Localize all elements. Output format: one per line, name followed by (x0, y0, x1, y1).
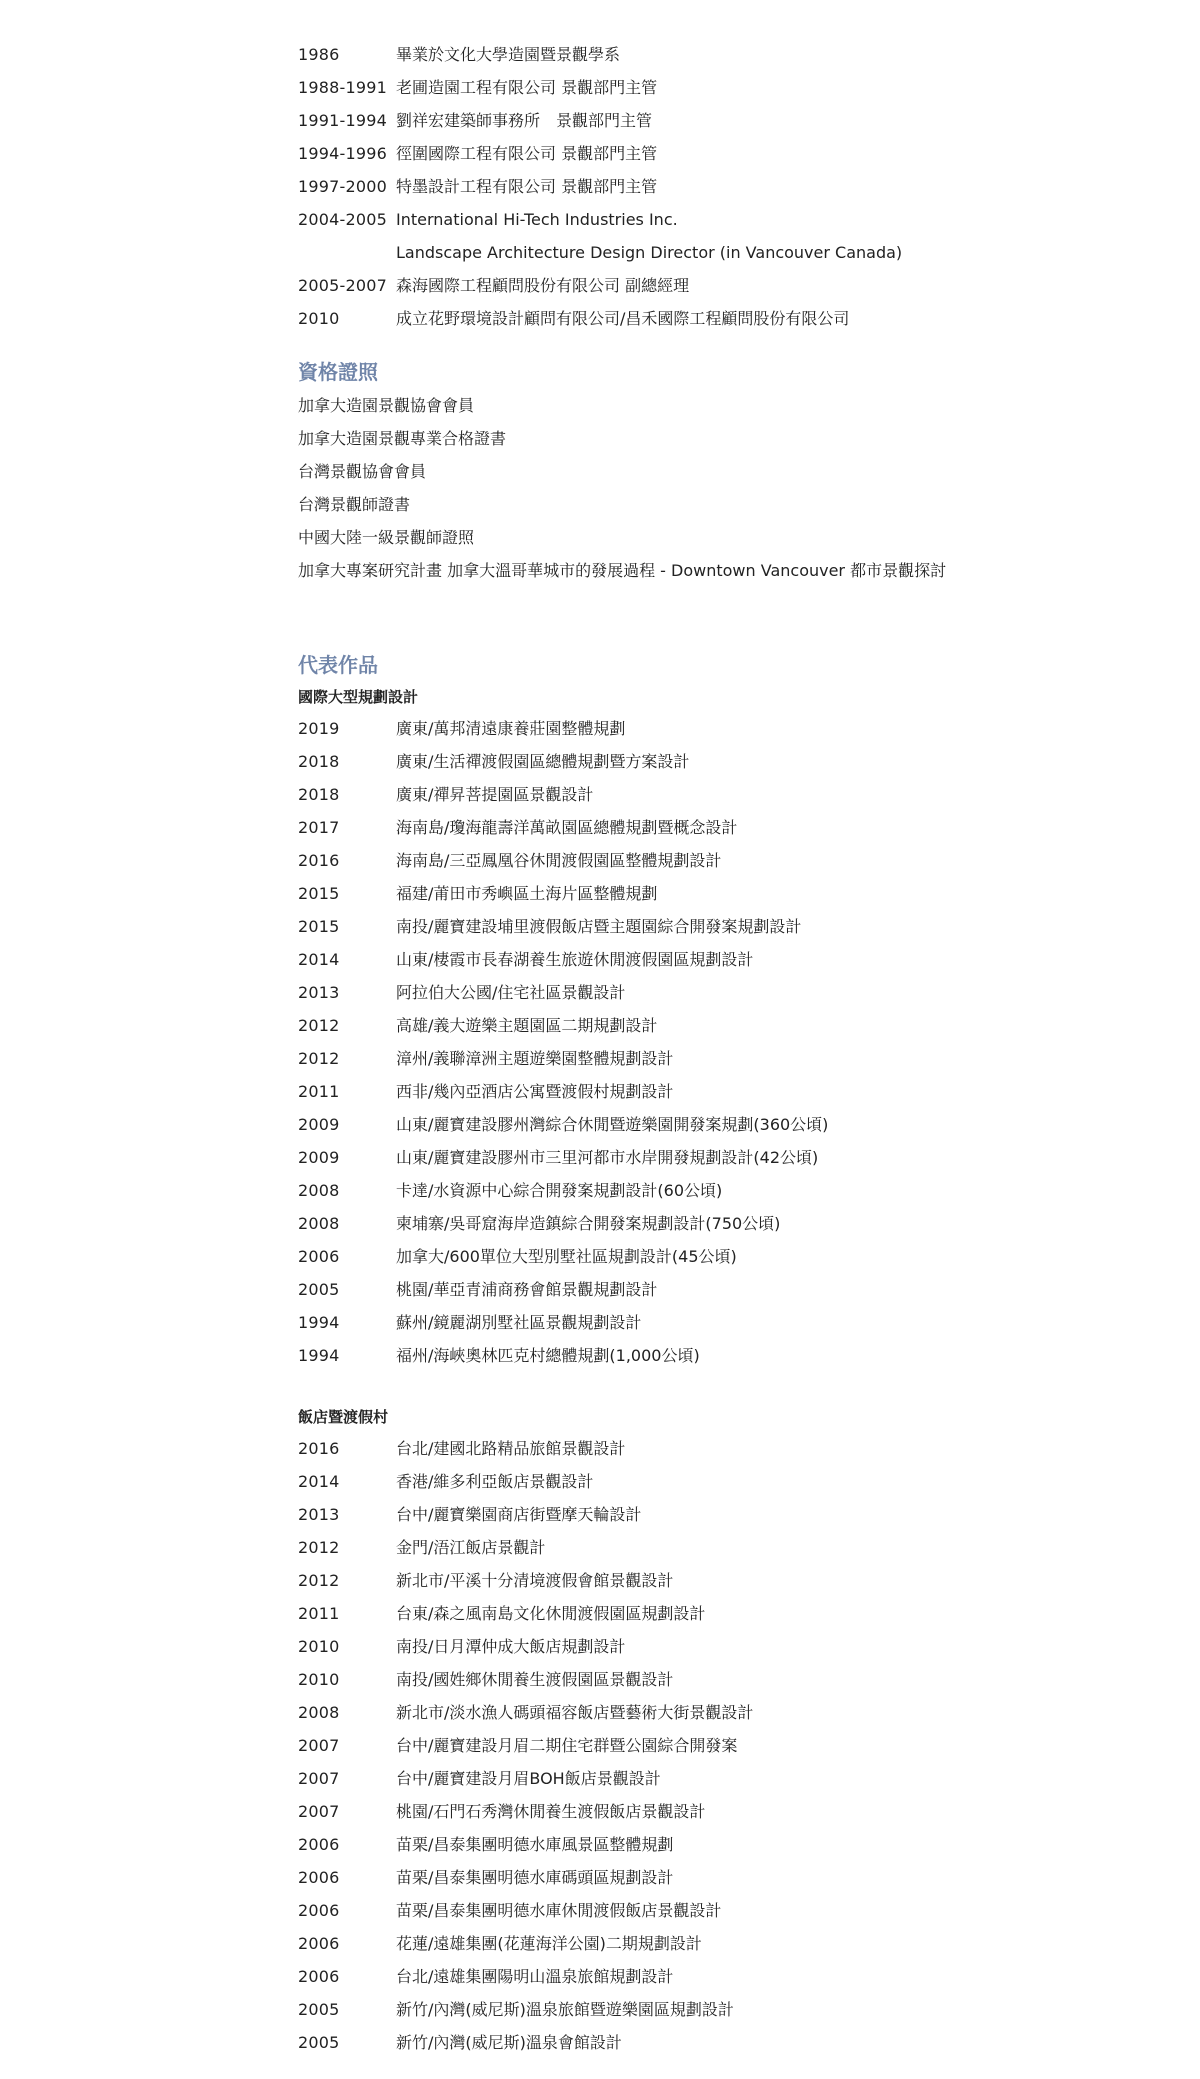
profile-content (298, 38, 1158, 2059)
year-label: 2016 (298, 851, 340, 870)
year-label: 2017 (298, 818, 340, 837)
work-row (298, 1273, 1158, 1306)
international-works-list (298, 712, 1158, 1372)
year-label: 2010 (298, 309, 340, 328)
year-label: 2013 (298, 1505, 340, 1524)
work-row (298, 1306, 1158, 1339)
year-label: 2012 (298, 1016, 340, 1035)
experience-list (298, 38, 1158, 335)
entry-text: 特墨設計工程有限公司 景觀部門主管 (396, 177, 658, 196)
year-label: 2005-2007 (298, 276, 388, 295)
year-label: 1994 (298, 1346, 340, 1365)
work-row (298, 1597, 1158, 1630)
experience-row (298, 302, 1158, 335)
certification-item: 加拿大專案研究計畫 加拿大溫哥華城市的發展過程 - Downtown Vancouver 都市景觀探討 (298, 561, 947, 580)
work-row (298, 910, 1158, 943)
entry-text: 山東/棲霞市長春湖養生旅遊休閒渡假園區規劃設計 (396, 950, 754, 969)
work-row (298, 2026, 1158, 2059)
work-row (298, 1894, 1158, 1927)
entry-text: 台中/麗寶建設月眉二期住宅群暨公園綜合開發案 (396, 1736, 738, 1755)
entry-text: 卡達/水資源中心綜合開發案規劃設計(60公頃) (396, 1181, 723, 1200)
work-row (298, 1564, 1158, 1597)
entry-text: 新竹/內灣(威尼斯)溫泉會館設計 (396, 2033, 622, 2052)
entry-text: 海南島/三亞鳳凰谷休閒渡假園區整體規劃設計 (396, 851, 722, 870)
year-label: 2019 (298, 719, 340, 738)
entry-text: International Hi-Tech Industries Inc. (396, 210, 678, 229)
entry-text: 桃園/石門石秀灣休閒養生渡假飯店景觀設計 (396, 1802, 706, 1821)
entry-text: 劉祥宏建築師事務所 景觀部門主管 (396, 111, 653, 130)
year-label: 1991-1994 (298, 111, 388, 130)
experience-row (298, 170, 1158, 203)
year-label: 2006 (298, 1835, 340, 1854)
year-label: 2012 (298, 1571, 340, 1590)
work-row (298, 1531, 1158, 1564)
certification-item: 加拿大造園景觀協會會員 (298, 396, 475, 415)
entry-text: 台東/森之風南島文化休閒渡假園區規劃設計 (396, 1604, 706, 1623)
year-label: 2018 (298, 785, 340, 804)
year-label: 2016 (298, 1439, 340, 1458)
work-row (298, 1432, 1158, 1465)
work-row (298, 1762, 1158, 1795)
year-label: 2007 (298, 1736, 340, 1755)
year-label: 2005 (298, 2000, 340, 2019)
entry-text: 苗栗/昌泰集團明德水庫休閒渡假飯店景觀設計 (396, 1901, 722, 1920)
year-label: 2007 (298, 1802, 340, 1821)
year-label: 1988-1991 (298, 78, 388, 97)
experience-row (298, 104, 1158, 137)
entry-text: 森海國際工程顧問股份有限公司 副總經理 (396, 276, 690, 295)
entry-text: 福州/海峽奧林匹克村總體規劃(1,000公頃) (396, 1346, 700, 1365)
experience-row (298, 203, 1158, 236)
entry-text: 阿拉伯大公國/住宅社區景觀設計 (396, 983, 626, 1002)
entry-text: 南投/國姓鄉休閒養生渡假園區景觀設計 (396, 1670, 674, 1689)
entry-text: Landscape Architecture Design Director (in Vancouver Canada) (396, 243, 903, 262)
hotel-works-list (298, 1432, 1158, 2059)
certification-item: 加拿大造園景觀專業合格證書 (298, 429, 507, 448)
international-works-title: 國際大型規劃設計 (298, 688, 419, 706)
entry-text: 南投/日月潭仲成大飯店規劃設計 (396, 1637, 626, 1656)
year-label: 2010 (298, 1637, 340, 1656)
work-row (298, 1075, 1158, 1108)
entry-text: 山東/麗寶建設膠州市三里河都市水岸開發規劃設計(42公頃) (396, 1148, 819, 1167)
entry-text: 老圃造園工程有限公司 景觀部門主管 (396, 78, 658, 97)
work-row (298, 1207, 1158, 1240)
work-row (298, 976, 1158, 1009)
year-label: 2004-2005 (298, 210, 388, 229)
year-label: 1997-2000 (298, 177, 388, 196)
certifications-title: 資格證照 (298, 360, 378, 384)
work-row (298, 778, 1158, 811)
year-label: 1994 (298, 1313, 340, 1332)
work-row (298, 1960, 1158, 1993)
entry-text: 香港/維多利亞飯店景觀設計 (396, 1472, 594, 1491)
work-row (298, 877, 1158, 910)
entry-text: 台北/建國北路精品旅館景觀設計 (396, 1439, 626, 1458)
work-row (298, 1339, 1158, 1372)
entry-text: 徑圍國際工程有限公司 景觀部門主管 (396, 144, 658, 163)
entry-text: 金門/浯江飯店景觀計 (396, 1538, 546, 1557)
entry-text: 高雄/義大遊樂主題園區二期規劃設計 (396, 1016, 658, 1035)
work-row (298, 943, 1158, 976)
entry-text: 苗栗/昌泰集團明德水庫風景區整體規劃 (396, 1835, 674, 1854)
experience-row (298, 236, 1158, 269)
entry-text: 漳州/義聯漳洲主題遊樂園整體規劃設計 (396, 1049, 674, 1068)
year-label: 2008 (298, 1703, 340, 1722)
entry-text: 新北市/平溪十分清境渡假會館景觀設計 (396, 1571, 674, 1590)
work-row (298, 1630, 1158, 1663)
year-label: 2014 (298, 950, 340, 969)
work-row (298, 1729, 1158, 1762)
work-row (298, 1042, 1158, 1075)
work-row (298, 1861, 1158, 1894)
entry-text: 新竹/內灣(威尼斯)溫泉旅館暨遊樂園區規劃設計 (396, 2000, 734, 2019)
year-label: 2015 (298, 917, 340, 936)
entry-text: 台北/遠雄集團陽明山溫泉旅館規劃設計 (396, 1967, 674, 1986)
year-label: 1986 (298, 45, 340, 64)
work-row (298, 1828, 1158, 1861)
year-label: 2011 (298, 1604, 340, 1623)
year-label: 2005 (298, 2033, 340, 2052)
work-row (298, 745, 1158, 778)
year-label: 2018 (298, 752, 340, 771)
work-row (298, 1009, 1158, 1042)
year-label: 2015 (298, 884, 340, 903)
entry-text: 西非/幾內亞酒店公寓暨渡假村規劃設計 (396, 1082, 674, 1101)
entry-text: 畢業於文化大學造園暨景觀學系 (396, 45, 621, 64)
year-label: 2006 (298, 1967, 340, 1986)
year-label: 2006 (298, 1868, 340, 1887)
certification-item: 台灣景觀協會會員 (298, 462, 427, 481)
year-label: 2007 (298, 1769, 340, 1788)
year-label: 2006 (298, 1247, 340, 1266)
entry-text: 山東/麗寶建設膠州灣綜合休閒暨遊樂園開發案規劃(360公頃) (396, 1115, 829, 1134)
experience-row (298, 137, 1158, 170)
year-label: 1994-1996 (298, 144, 388, 163)
year-label: 2008 (298, 1214, 340, 1233)
entry-text: 花蓮/遠雄集團(花蓮海洋公園)二期規劃設計 (396, 1934, 702, 1953)
year-label: 2006 (298, 1901, 340, 1920)
work-row (298, 1174, 1158, 1207)
entry-text: 新北市/淡水漁人碼頭福容飯店暨藝術大街景觀設計 (396, 1703, 754, 1722)
entry-text: 柬埔寨/吳哥窟海岸造鎮綜合開發案規劃設計(750公頃) (396, 1214, 781, 1233)
work-row (298, 1240, 1158, 1273)
entry-text: 海南島/瓊海龍壽洋萬畝園區總體規劃暨概念設計 (396, 818, 738, 837)
year-label: 2009 (298, 1115, 340, 1134)
certifications-list (298, 389, 1158, 587)
year-label: 2014 (298, 1472, 340, 1491)
entry-text: 成立花野環境設計顧問有限公司/昌禾國際工程顧問股份有限公司 (396, 309, 850, 328)
work-row (298, 811, 1158, 844)
experience-row (298, 71, 1158, 104)
certification-item: 台灣景觀師證書 (298, 495, 411, 514)
entry-text: 廣東/生活禪渡假園區總體規劃暨方案設計 (396, 752, 690, 771)
experience-row (298, 269, 1158, 302)
entry-text: 台中/麗寶樂園商店街暨摩天輪設計 (396, 1505, 642, 1524)
year-label: 2013 (298, 983, 340, 1002)
entry-text: 廣東/禪昇菩提園區景觀設計 (396, 785, 594, 804)
entry-text: 桃園/華亞青浦商務會館景觀規劃設計 (396, 1280, 658, 1299)
certification-item: 中國大陸一級景觀師證照 (298, 528, 475, 547)
year-label: 2008 (298, 1181, 340, 1200)
year-label: 2006 (298, 1934, 340, 1953)
work-row (298, 1927, 1158, 1960)
entry-text: 苗栗/昌泰集團明德水庫碼頭區規劃設計 (396, 1868, 674, 1887)
work-row (298, 712, 1158, 745)
hotel-works-title: 飯店暨渡假村 (298, 1408, 389, 1426)
entry-text: 台中/麗寶建設月眉BOH飯店景觀設計 (396, 1769, 661, 1788)
experience-row (298, 38, 1158, 71)
work-row (298, 1696, 1158, 1729)
work-row (298, 1465, 1158, 1498)
works-title: 代表作品 (298, 653, 378, 677)
work-row (298, 1108, 1158, 1141)
year-label: 2012 (298, 1049, 340, 1068)
entry-text: 蘇州/鏡麗湖別墅社區景觀規劃設計 (396, 1313, 642, 1332)
year-label: 2009 (298, 1148, 340, 1167)
year-label: 2011 (298, 1082, 340, 1101)
year-label: 2010 (298, 1670, 340, 1689)
work-row (298, 1795, 1158, 1828)
entry-text: 福建/莆田市秀嶼區土海片區整體規劃 (396, 884, 658, 903)
entry-text: 南投/麗寶建設埔里渡假飯店暨主題園綜合開發案規劃設計 (396, 917, 802, 936)
work-row (298, 1498, 1158, 1531)
year-label: 2012 (298, 1538, 340, 1557)
work-row (298, 1141, 1158, 1174)
work-row (298, 1663, 1158, 1696)
year-label: 2005 (298, 1280, 340, 1299)
entry-text: 加拿大/600單位大型別墅社區規劃設計(45公頃) (396, 1247, 737, 1266)
entry-text: 廣東/萬邦清遠康養莊園整體規劃 (396, 719, 626, 738)
work-row (298, 1993, 1158, 2026)
work-row (298, 844, 1158, 877)
